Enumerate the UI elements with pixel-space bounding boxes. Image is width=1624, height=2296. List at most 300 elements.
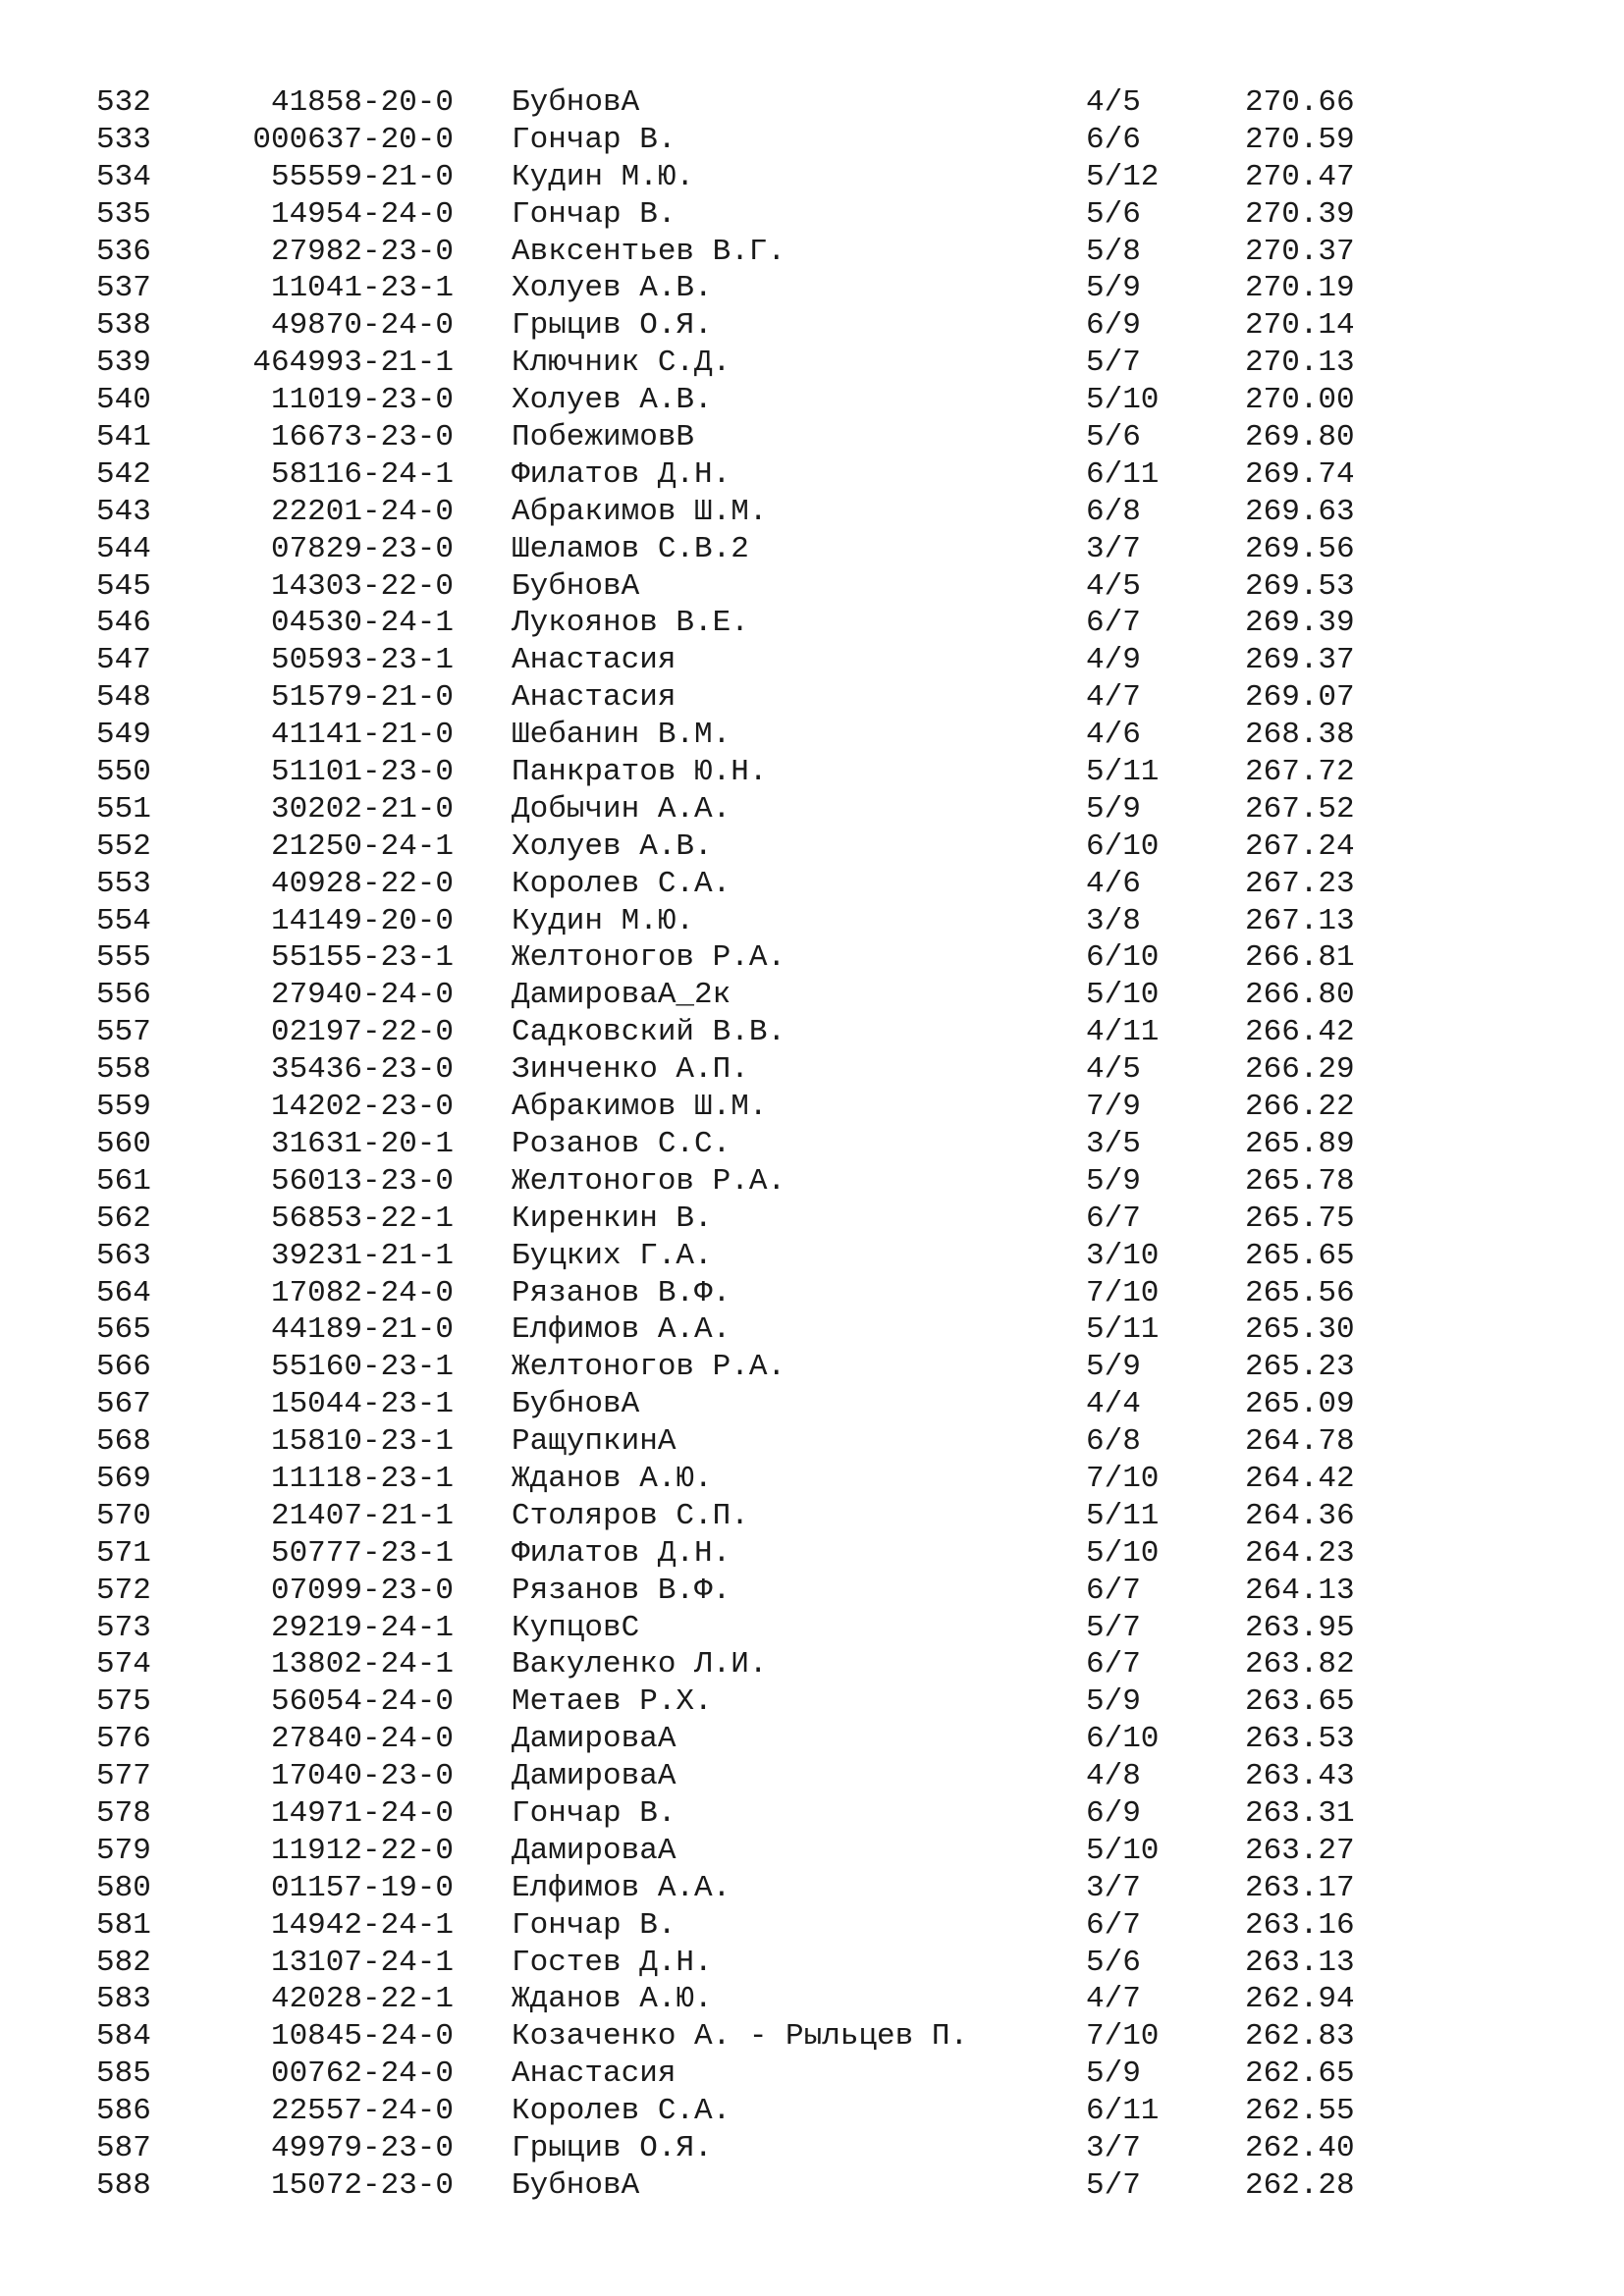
record-code: 55559-21-0 <box>270 159 454 194</box>
table-row <box>0 345 1624 382</box>
author-name: Анастасия <box>512 680 677 716</box>
ratio-value: 5/9 <box>1086 271 1141 306</box>
ratio-value: 5/11 <box>1086 1498 1160 1533</box>
score-value: 268.38 <box>1245 718 1355 753</box>
author-name: Желтоногов Р.А. <box>512 940 786 976</box>
author-name: Козаченко А. - Рыльцев П. <box>512 2019 969 2055</box>
score-value: 264.23 <box>1245 1535 1355 1571</box>
table-row <box>0 1646 1624 1683</box>
score-value: 263.17 <box>1245 1870 1355 1905</box>
table-row <box>0 939 1624 977</box>
table-row <box>0 159 1624 196</box>
score-value: 267.23 <box>1245 866 1355 901</box>
score-value: 266.81 <box>1245 940 1355 976</box>
ratio-value: 6/7 <box>1086 1647 1141 1682</box>
row-number: 573 <box>96 1610 151 1645</box>
record-code: 13107-24-1 <box>270 1945 454 1980</box>
record-code: 15810-23-1 <box>270 1424 454 1460</box>
record-code: 29219-24-1 <box>270 1610 454 1645</box>
ratio-value: 4/9 <box>1086 643 1141 678</box>
ratio-value: 5/9 <box>1086 791 1141 827</box>
record-code: 11912-22-0 <box>270 1833 454 1868</box>
score-value: 267.13 <box>1245 903 1355 938</box>
score-value: 263.16 <box>1245 1907 1355 1943</box>
author-name: Грыцив О.Я. <box>512 2130 713 2165</box>
ratio-value: 5/6 <box>1086 196 1141 232</box>
record-code: 000637-20-0 <box>252 122 454 157</box>
author-name: ДамироваА <box>512 1722 677 1757</box>
table-row <box>0 754 1624 791</box>
ratio-value: 3/8 <box>1086 903 1141 938</box>
author-name: БубновА <box>512 85 640 120</box>
record-code: 13802-24-1 <box>270 1647 454 1682</box>
row-number: 536 <box>96 234 151 269</box>
ratio-value: 5/6 <box>1086 1945 1141 1980</box>
author-name: Желтоногов Р.А. <box>512 1350 786 1385</box>
row-number: 554 <box>96 903 151 938</box>
table-row <box>0 1201 1624 1238</box>
row-number: 534 <box>96 159 151 194</box>
table-row <box>0 1163 1624 1201</box>
table-row <box>0 2130 1624 2167</box>
record-code: 31631-20-1 <box>270 1126 454 1161</box>
ratio-value: 3/5 <box>1086 1126 1141 1161</box>
score-value: 270.19 <box>1245 271 1355 306</box>
ratio-value: 4/8 <box>1086 1759 1141 1794</box>
table-row <box>0 828 1624 866</box>
ratio-value: 5/11 <box>1086 755 1160 790</box>
row-number: 571 <box>96 1535 151 1571</box>
record-code: 56853-22-1 <box>270 1201 454 1236</box>
table-row <box>0 1461 1624 1498</box>
record-code: 15072-23-0 <box>270 2167 454 2203</box>
score-value: 262.94 <box>1245 1982 1355 2017</box>
row-number: 552 <box>96 828 151 864</box>
row-number: 575 <box>96 1684 151 1720</box>
table-row <box>0 1795 1624 1833</box>
row-number: 551 <box>96 791 151 827</box>
record-code: 14942-24-1 <box>270 1907 454 1943</box>
author-name: Елфимов А.А. <box>512 1870 731 1905</box>
author-name: Ключник С.Д. <box>512 346 731 381</box>
score-value: 265.09 <box>1245 1387 1355 1422</box>
record-code: 14149-20-0 <box>270 903 454 938</box>
author-name: Добычин А.А. <box>512 791 731 827</box>
author-name: Шебанин В.М. <box>512 718 731 753</box>
score-value: 269.80 <box>1245 420 1355 455</box>
record-code: 27840-24-0 <box>270 1722 454 1757</box>
row-number: 545 <box>96 568 151 604</box>
author-name: Абракимов Ш.М. <box>512 1090 768 1125</box>
record-code: 11041-23-1 <box>270 271 454 306</box>
score-value: 269.63 <box>1245 494 1355 529</box>
ratio-value: 3/10 <box>1086 1238 1160 1273</box>
score-value: 262.28 <box>1245 2167 1355 2203</box>
score-value: 265.75 <box>1245 1201 1355 1236</box>
record-code: 50593-23-1 <box>270 643 454 678</box>
row-number: 559 <box>96 1090 151 1125</box>
record-code: 17082-24-0 <box>270 1275 454 1310</box>
table-row <box>0 1758 1624 1795</box>
row-number: 568 <box>96 1424 151 1460</box>
ratio-value: 5/8 <box>1086 234 1141 269</box>
table-row <box>0 1051 1624 1089</box>
row-number: 543 <box>96 494 151 529</box>
author-name: Рязанов В.Ф. <box>512 1275 731 1310</box>
ratio-value: 5/10 <box>1086 1535 1160 1571</box>
table-row <box>0 605 1624 642</box>
ratio-value: 5/7 <box>1086 1610 1141 1645</box>
score-value: 269.07 <box>1245 680 1355 716</box>
row-number: 537 <box>96 271 151 306</box>
row-number: 563 <box>96 1238 151 1273</box>
row-number: 549 <box>96 718 151 753</box>
ratio-value: 6/9 <box>1086 308 1141 344</box>
record-code: 07099-23-0 <box>270 1573 454 1608</box>
score-value: 270.66 <box>1245 85 1355 120</box>
table-row <box>0 2093 1624 2130</box>
author-name: Гончар В. <box>512 1907 677 1943</box>
table-row <box>0 1498 1624 1535</box>
row-number: 570 <box>96 1498 151 1533</box>
ratio-value: 4/5 <box>1086 85 1141 120</box>
ratio-value: 6/6 <box>1086 122 1141 157</box>
record-code: 58116-24-1 <box>270 456 454 492</box>
record-code: 35436-23-0 <box>270 1052 454 1088</box>
author-name: Анастасия <box>512 2056 677 2092</box>
author-name: Жданов А.Ю. <box>512 1982 713 2017</box>
table-row <box>0 1833 1624 1870</box>
author-name: Шеламов С.В.2 <box>512 531 749 566</box>
table-row <box>0 84 1624 122</box>
author-name: Зинченко А.П. <box>512 1052 749 1088</box>
row-number: 586 <box>96 2094 151 2129</box>
row-number: 581 <box>96 1907 151 1943</box>
score-value: 270.37 <box>1245 234 1355 269</box>
ratio-value: 3/7 <box>1086 1870 1141 1905</box>
table-row <box>0 977 1624 1014</box>
score-value: 270.13 <box>1245 346 1355 381</box>
score-value: 262.55 <box>1245 2094 1355 2129</box>
score-value: 267.52 <box>1245 791 1355 827</box>
row-number: 542 <box>96 456 151 492</box>
author-name: ДамироваА_2к <box>512 978 731 1013</box>
author-name: ДамироваА <box>512 1759 677 1794</box>
score-value: 269.53 <box>1245 568 1355 604</box>
record-code: 51101-23-0 <box>270 755 454 790</box>
ratio-value: 5/9 <box>1086 1350 1141 1385</box>
score-value: 263.53 <box>1245 1722 1355 1757</box>
row-number: 577 <box>96 1759 151 1794</box>
score-value: 263.43 <box>1245 1759 1355 1794</box>
score-value: 269.37 <box>1245 643 1355 678</box>
table-row <box>0 1870 1624 1907</box>
row-number: 561 <box>96 1163 151 1199</box>
table-row <box>0 1610 1624 1647</box>
author-name: Гончар В. <box>512 196 677 232</box>
record-code: 56013-23-0 <box>270 1163 454 1199</box>
row-number: 550 <box>96 755 151 790</box>
row-number: 544 <box>96 531 151 566</box>
record-code: 27982-23-0 <box>270 234 454 269</box>
score-value: 266.80 <box>1245 978 1355 1013</box>
row-number: 546 <box>96 606 151 641</box>
author-name: Королев С.А. <box>512 866 731 901</box>
ratio-value: 7/10 <box>1086 2019 1160 2055</box>
score-value: 267.72 <box>1245 755 1355 790</box>
ratio-value: 4/7 <box>1086 1982 1141 2017</box>
table-row <box>0 1014 1624 1051</box>
row-number: 588 <box>96 2167 151 2203</box>
score-value: 262.65 <box>1245 2056 1355 2092</box>
record-code: 21250-24-1 <box>270 828 454 864</box>
author-name: Панкратов Ю.Н. <box>512 755 768 790</box>
record-code: 49870-24-0 <box>270 308 454 344</box>
author-name: БубновА <box>512 568 640 604</box>
ratio-value: 7/9 <box>1086 1090 1141 1125</box>
record-code: 02197-22-0 <box>270 1015 454 1050</box>
record-code: 39231-21-1 <box>270 1238 454 1273</box>
results-listing <box>0 84 1624 2205</box>
record-code: 22557-24-0 <box>270 2094 454 2129</box>
row-number: 569 <box>96 1461 151 1496</box>
ratio-value: 7/10 <box>1086 1275 1160 1310</box>
table-row <box>0 419 1624 456</box>
row-number: 557 <box>96 1015 151 1050</box>
author-name: Вакуленко Л.И. <box>512 1647 768 1682</box>
ratio-value: 5/6 <box>1086 420 1141 455</box>
record-code: 41141-21-0 <box>270 718 454 753</box>
row-number: 539 <box>96 346 151 381</box>
ratio-value: 6/7 <box>1086 1907 1141 1943</box>
table-row <box>0 1683 1624 1721</box>
table-row <box>0 642 1624 679</box>
table-row <box>0 1981 1624 2018</box>
score-value: 265.23 <box>1245 1350 1355 1385</box>
record-code: 14303-22-0 <box>270 568 454 604</box>
score-value: 263.27 <box>1245 1833 1355 1868</box>
author-name: ДамироваА <box>512 1833 677 1868</box>
row-number: 566 <box>96 1350 151 1385</box>
table-row <box>0 382 1624 419</box>
score-value: 270.39 <box>1245 196 1355 232</box>
ratio-value: 4/6 <box>1086 718 1141 753</box>
row-number: 585 <box>96 2056 151 2092</box>
author-name: Киренкин В. <box>512 1201 713 1236</box>
score-value: 264.78 <box>1245 1424 1355 1460</box>
table-row <box>0 2056 1624 2093</box>
author-name: Метаев Р.Х. <box>512 1684 713 1720</box>
author-name: Филатов Д.Н. <box>512 1535 731 1571</box>
table-row <box>0 1423 1624 1461</box>
record-code: 16673-23-0 <box>270 420 454 455</box>
score-value: 266.42 <box>1245 1015 1355 1050</box>
ratio-value: 5/9 <box>1086 2056 1141 2092</box>
score-value: 263.13 <box>1245 1945 1355 1980</box>
ratio-value: 5/10 <box>1086 978 1160 1013</box>
ratio-value: 6/7 <box>1086 606 1141 641</box>
row-number: 587 <box>96 2130 151 2165</box>
table-row <box>0 791 1624 828</box>
table-row <box>0 2018 1624 2056</box>
ratio-value: 6/11 <box>1086 2094 1160 2129</box>
author-name: Холуев А.В. <box>512 383 713 418</box>
table-row <box>0 196 1624 234</box>
ratio-value: 5/7 <box>1086 2167 1141 2203</box>
row-number: 564 <box>96 1275 151 1310</box>
author-name: БубновА <box>512 1387 640 1422</box>
table-row <box>0 717 1624 754</box>
row-number: 540 <box>96 383 151 418</box>
row-number: 555 <box>96 940 151 976</box>
author-name: БубновА <box>512 2167 640 2203</box>
record-code: 22201-24-0 <box>270 494 454 529</box>
row-number: 565 <box>96 1312 151 1348</box>
table-row <box>0 866 1624 903</box>
score-value: 262.40 <box>1245 2130 1355 2165</box>
row-number: 576 <box>96 1722 151 1757</box>
table-row <box>0 270 1624 307</box>
score-value: 269.39 <box>1245 606 1355 641</box>
record-code: 14954-24-0 <box>270 196 454 232</box>
author-name: Авксентьев В.Г. <box>512 234 786 269</box>
row-number: 580 <box>96 1870 151 1905</box>
author-name: Буцких Г.А. <box>512 1238 713 1273</box>
record-code: 40928-22-0 <box>270 866 454 901</box>
record-code: 14971-24-0 <box>270 1795 454 1831</box>
row-number: 582 <box>96 1945 151 1980</box>
author-name: КупцовС <box>512 1610 640 1645</box>
row-number: 562 <box>96 1201 151 1236</box>
table-row <box>0 1089 1624 1126</box>
ratio-value: 6/7 <box>1086 1573 1141 1608</box>
score-value: 265.78 <box>1245 1163 1355 1199</box>
table-row <box>0 1535 1624 1573</box>
table-row <box>0 234 1624 271</box>
record-code: 55160-23-1 <box>270 1350 454 1385</box>
score-value: 264.36 <box>1245 1498 1355 1533</box>
ratio-value: 6/10 <box>1086 828 1160 864</box>
score-value: 270.00 <box>1245 383 1355 418</box>
ratio-value: 3/7 <box>1086 2130 1141 2165</box>
table-row <box>0 568 1624 606</box>
score-value: 263.31 <box>1245 1795 1355 1831</box>
row-number: 578 <box>96 1795 151 1831</box>
ratio-value: 5/12 <box>1086 159 1160 194</box>
record-code: 27940-24-0 <box>270 978 454 1013</box>
ratio-value: 6/10 <box>1086 1722 1160 1757</box>
author-name: Розанов С.С. <box>512 1126 731 1161</box>
score-value: 270.59 <box>1245 122 1355 157</box>
ratio-value: 6/11 <box>1086 456 1160 492</box>
author-name: Холуев А.В. <box>512 828 713 864</box>
ratio-value: 7/10 <box>1086 1461 1160 1496</box>
row-number: 583 <box>96 1982 151 2017</box>
ratio-value: 4/7 <box>1086 680 1141 716</box>
score-value: 266.22 <box>1245 1090 1355 1125</box>
author-name: Жданов А.Ю. <box>512 1461 713 1496</box>
score-value: 265.30 <box>1245 1312 1355 1348</box>
record-code: 10845-24-0 <box>270 2019 454 2055</box>
row-number: 558 <box>96 1052 151 1088</box>
table-row <box>0 1238 1624 1275</box>
author-name: Гончар В. <box>512 122 677 157</box>
record-code: 04530-24-1 <box>270 606 454 641</box>
score-value: 269.56 <box>1245 531 1355 566</box>
record-code: 56054-24-0 <box>270 1684 454 1720</box>
author-name: Рязанов В.Ф. <box>512 1573 731 1608</box>
author-name: Гончар В. <box>512 1795 677 1831</box>
author-name: Лукоянов В.Е. <box>512 606 749 641</box>
author-name: Желтоногов Р.А. <box>512 1163 786 1199</box>
score-value: 265.56 <box>1245 1275 1355 1310</box>
ratio-value: 4/4 <box>1086 1387 1141 1422</box>
record-code: 11118-23-1 <box>270 1461 454 1496</box>
row-number: 579 <box>96 1833 151 1868</box>
author-name: Королев С.А. <box>512 2094 731 2129</box>
row-number: 547 <box>96 643 151 678</box>
table-row <box>0 1349 1624 1386</box>
score-value: 270.47 <box>1245 159 1355 194</box>
row-number: 572 <box>96 1573 151 1608</box>
ratio-value: 6/7 <box>1086 1201 1141 1236</box>
row-number: 548 <box>96 680 151 716</box>
author-name: Абракимов Ш.М. <box>512 494 768 529</box>
table-row <box>0 1126 1624 1163</box>
record-code: 00762-24-0 <box>270 2056 454 2092</box>
table-row <box>0 1721 1624 1758</box>
row-number: 538 <box>96 308 151 344</box>
table-row <box>0 1945 1624 1982</box>
table-row <box>0 1573 1624 1610</box>
score-value: 265.65 <box>1245 1238 1355 1273</box>
row-number: 574 <box>96 1647 151 1682</box>
author-name: Кудин М.Ю. <box>512 903 695 938</box>
author-name: Холуев А.В. <box>512 271 713 306</box>
row-number: 556 <box>96 978 151 1013</box>
table-row <box>0 531 1624 568</box>
table-row <box>0 903 1624 940</box>
ratio-value: 5/9 <box>1086 1163 1141 1199</box>
row-number: 532 <box>96 85 151 120</box>
table-row <box>0 122 1624 159</box>
ratio-value: 4/5 <box>1086 568 1141 604</box>
record-code: 15044-23-1 <box>270 1387 454 1422</box>
author-name: РащупкинА <box>512 1424 677 1460</box>
record-code: 42028-22-1 <box>270 1982 454 2017</box>
record-code: 44189-21-0 <box>270 1312 454 1348</box>
table-row <box>0 1386 1624 1423</box>
table-row <box>0 456 1624 494</box>
score-value: 265.89 <box>1245 1126 1355 1161</box>
author-name: Филатов Д.Н. <box>512 456 731 492</box>
ratio-value: 4/5 <box>1086 1052 1141 1088</box>
score-value: 266.29 <box>1245 1052 1355 1088</box>
score-value: 264.13 <box>1245 1573 1355 1608</box>
record-code: 30202-21-0 <box>270 791 454 827</box>
table-row <box>0 307 1624 345</box>
ratio-value: 6/10 <box>1086 940 1160 976</box>
table-row <box>0 1275 1624 1312</box>
score-value: 267.24 <box>1245 828 1355 864</box>
table-row <box>0 2167 1624 2205</box>
row-number: 584 <box>96 2019 151 2055</box>
record-code: 17040-23-0 <box>270 1759 454 1794</box>
record-code: 41858-20-0 <box>270 85 454 120</box>
ratio-value: 5/10 <box>1086 383 1160 418</box>
record-code: 50777-23-1 <box>270 1535 454 1571</box>
record-code: 21407-21-1 <box>270 1498 454 1533</box>
